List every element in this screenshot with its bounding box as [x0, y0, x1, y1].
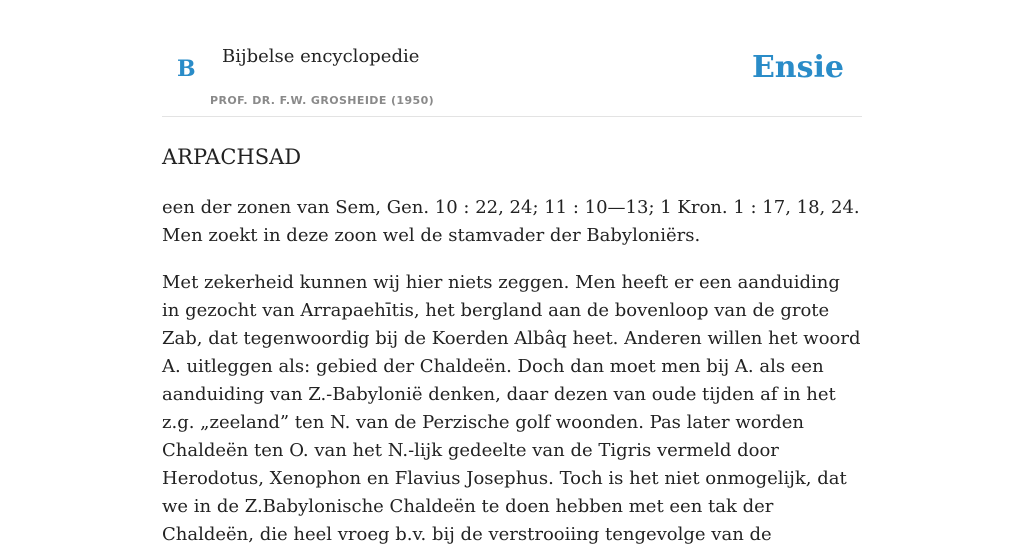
book-header — [162, 0, 862, 117]
entry-paragraph: een der zonen van Sem, Gen. 10 : 22, 24; 11 : 10—13; 1 Kron. 1 : 17, 18, 24. Men zoekt in deze zoon wel de stamvader der Babyloniërs. — [162, 197, 860, 246]
book-title-link[interactable]: Bijbelse encyclopedie — [222, 46, 420, 67]
entry-title: ARPACHSAD — [162, 145, 302, 169]
page-container — [162, 0, 862, 549]
ensie-logo-link[interactable]: Ensie — [751, 50, 844, 85]
book-logo-icon[interactable]: B — [177, 56, 196, 82]
book-author: PROF. DR. F.W. GROSHEIDE (1950) — [210, 94, 435, 107]
entry-paragraph: Met zekerheid kunnen wij hier niets zeggen. Men heeft er een aanduiding in gezocht van Arrapaehītis, het bergland aan de bovenloop van de grote Zab, dat tegenwoordig bij de Koerden Albâq heet. Anderen willen het woord A. uitleggen als: gebied der Chaldeën. Doch dan moet men bij A. als een aanduiding van Z.-Babylonië denken, daar dezen van oude tijden af in het z.g. „zeeland” ten N. van de Perzische golf woonden. Pas later worden Chaldeën ten O. van het N.-lijk gedeelte van de Tigris vermeld door Herodotus, Xenophon en Flavius Josephus. Toch is het niet onmogelijk, dat we in de Z.Babylonische Chaldeën te doen hebben met een tak der Chaldeën, die heel vroeg b.v. bij de verstrooiing tengevolge van de — [162, 272, 861, 545]
